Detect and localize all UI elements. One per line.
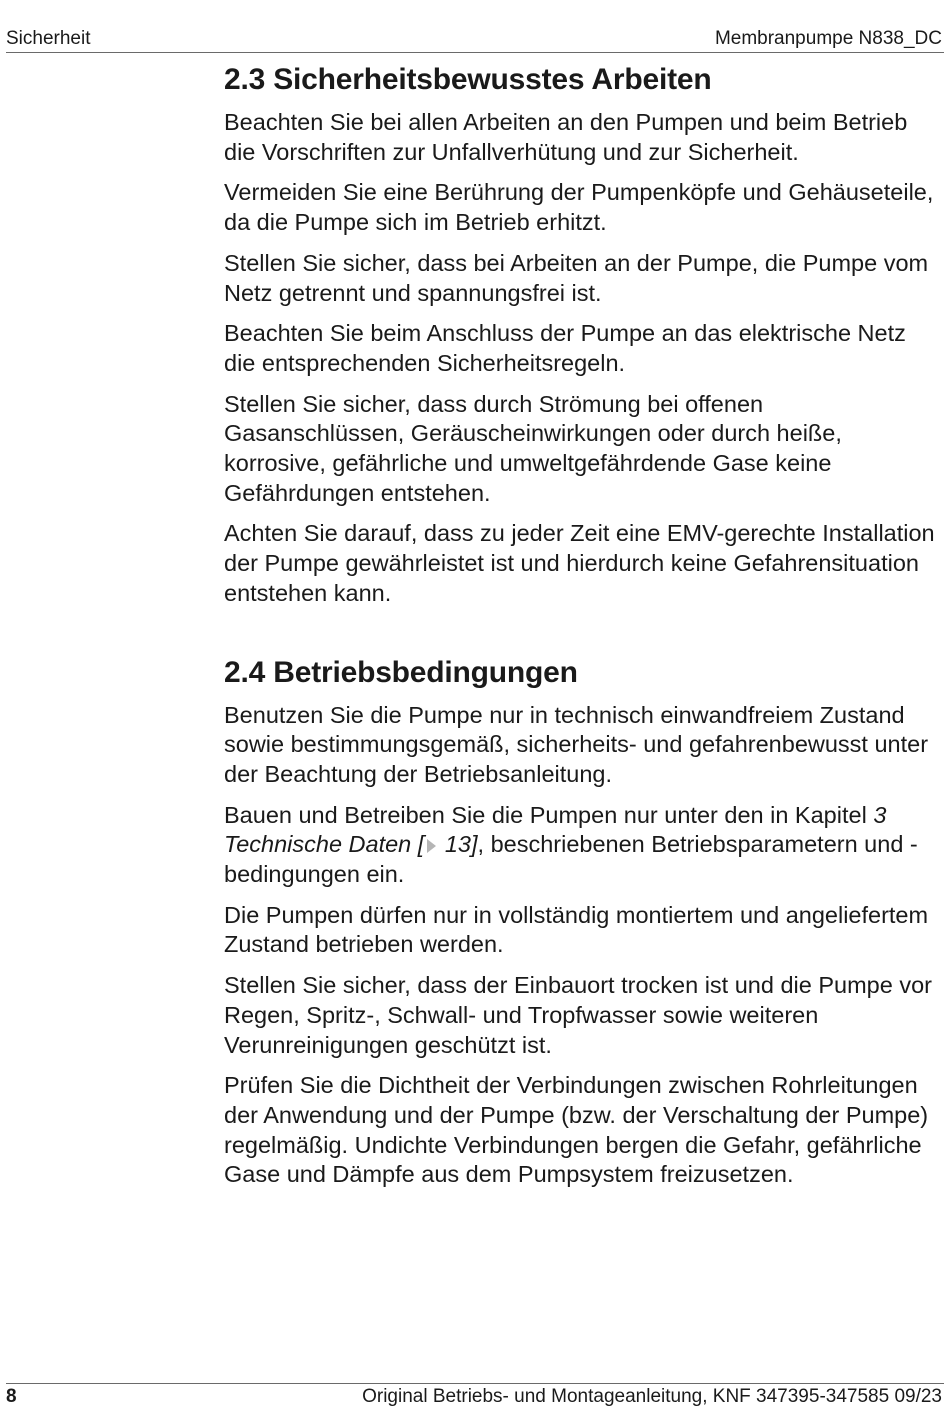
paragraph: Stellen Sie sicher, dass durch Strömung bei offenen Gasanschlüssen, Geräuscheinwirkungen oder durch heiße, korrosive, gefährliche und umweltgefährdende Gase keine Gefährdungen entstehen. xyxy=(224,390,842,506)
header-chapter: Sicherheit xyxy=(6,28,91,49)
paragraph: Die Pumpen dürfen nur in vollständig montiertem und angeliefertem Zustand betrieben werden. xyxy=(224,901,929,958)
document-reference: Original Betriebs- und Montageanleitung, KNF 347395-347585 09/23 xyxy=(362,1386,942,1407)
paragraph: Beachten Sie bei allen Arbeiten an den Pumpen und beim Betrieb die Vorschriften zur Unfallverhütung und zur Sicherheit. xyxy=(224,109,908,165)
section-2-4 xyxy=(224,653,936,1191)
paragraph: Achten Sie darauf, dass zu jeder Zeit eine EMV-gerechte Installation der Pumpe gewährleistet ist und hierdurch keine Gefahrensituation entstehen kann. xyxy=(224,520,935,606)
main-content xyxy=(224,60,936,1190)
section-2-4-title: 2.4 Betriebsbedingungen xyxy=(224,655,578,689)
xref-text: 3 Technische Daten [ xyxy=(224,801,887,858)
page-header xyxy=(6,26,944,53)
paragraph: Stellen Sie sicher, dass der Einbauort trocken ist und die Pumpe vor Regen, Spritz-, Schwall- und Tropfwasser sowie weiteren Verunreinigungen geschützt ist. xyxy=(224,972,932,1058)
page-footer xyxy=(6,1383,944,1408)
paragraph: Prüfen Sie die Dichtheit der Verbindungen zwischen Rohrleitungen der Anwendung und der Pumpe (bzw. der Verschaltung der Pumpe) regelmäßig. Undichte Verbindungen bergen die Gefahr, gefährliche Gase und Dämpfe aus dem Pumpsystem freizusetzen. xyxy=(224,1072,929,1188)
paragraph: Benutzen Sie die Pumpe nur in technisch einwandfreiem Zustand sowie bestimmungsgemäß, sicherheits- und gefahrenbewusst unter der Beachtung der Betriebsanleitung. xyxy=(224,701,929,787)
paragraph-text: Bauen und Betreiben Sie die Pumpen nur unter den in Kapitel xyxy=(224,801,874,828)
header-product: Membranpumpe N838_DC xyxy=(714,28,942,49)
paragraph-with-xref xyxy=(224,801,936,890)
paragraph-text: , beschriebenen Betriebsparametern und -bedingungen ein. xyxy=(224,831,918,888)
page-number: 8 xyxy=(6,1386,17,1407)
triangle-right-icon xyxy=(427,839,436,853)
paragraph: Stellen Sie sicher, dass bei Arbeiten an der Pumpe, die Pumpe vom Netz getrennt und spannungsfrei ist. xyxy=(224,249,929,306)
paragraph: Beachten Sie beim Anschluss der Pumpe an das elektrische Netz die entsprechenden Sicherheitsregeln. xyxy=(224,320,906,376)
xref-page: 13] xyxy=(438,831,478,858)
paragraph: Vermeiden Sie eine Berührung der Pumpenköpfe und Gehäuseteile, da die Pumpe sich im Betrieb erhitzt. xyxy=(224,179,934,236)
section-2-3-title: 2.3 Sicherheitsbewusstes Arbeiten xyxy=(224,63,712,96)
section-2-3 xyxy=(224,60,936,609)
